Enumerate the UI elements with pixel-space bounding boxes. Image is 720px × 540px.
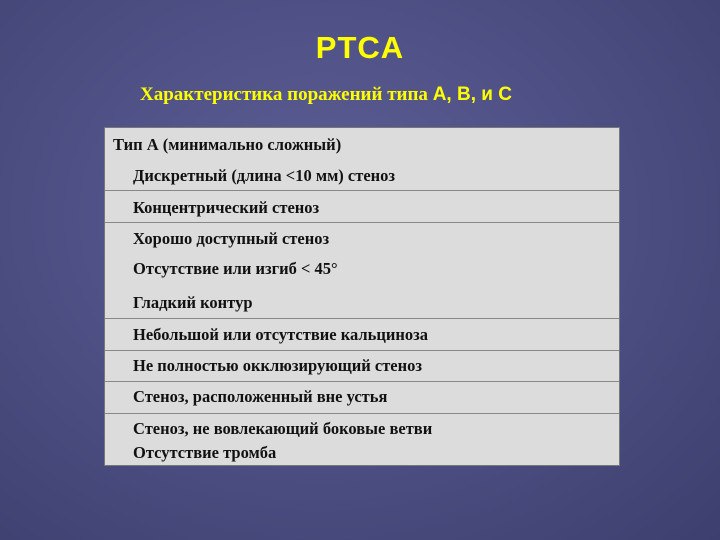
table-row: Стеноз, расположенный вне устья [133, 387, 388, 406]
table-row: Отсутствие тромба [133, 443, 277, 462]
table-row: Дискретный (длина <10 мм) стеноз [133, 166, 396, 185]
row-divider [105, 318, 619, 319]
slide-subtitle [140, 84, 512, 106]
table-row: Отсутствие или изгиб < 45° [133, 259, 338, 278]
slide-title: PTCA [315, 30, 405, 65]
table-row: Концентрический стеноз [133, 198, 320, 217]
table-header-row: Тип А (минимально сложный) [113, 135, 342, 154]
subtitle-main: Характеристика поражений типа [140, 84, 433, 105]
table-row: Стеноз, не вовлекающий боковые ветви [133, 419, 433, 438]
row-divider [105, 222, 619, 223]
row-divider [105, 190, 619, 191]
subtitle-tail: А, В, и С [432, 84, 512, 105]
row-divider [105, 350, 619, 351]
table-row: Не полностью окклюзирующий стеноз [133, 356, 423, 375]
table-row: Небольшой или отсутствие кальциноза [133, 325, 428, 344]
table-row: Гладкий контур [133, 293, 253, 312]
row-divider [105, 413, 619, 414]
lesion-type-table [104, 127, 620, 466]
table-row: Хорошо доступный стеноз [133, 229, 330, 248]
row-divider [105, 381, 619, 382]
